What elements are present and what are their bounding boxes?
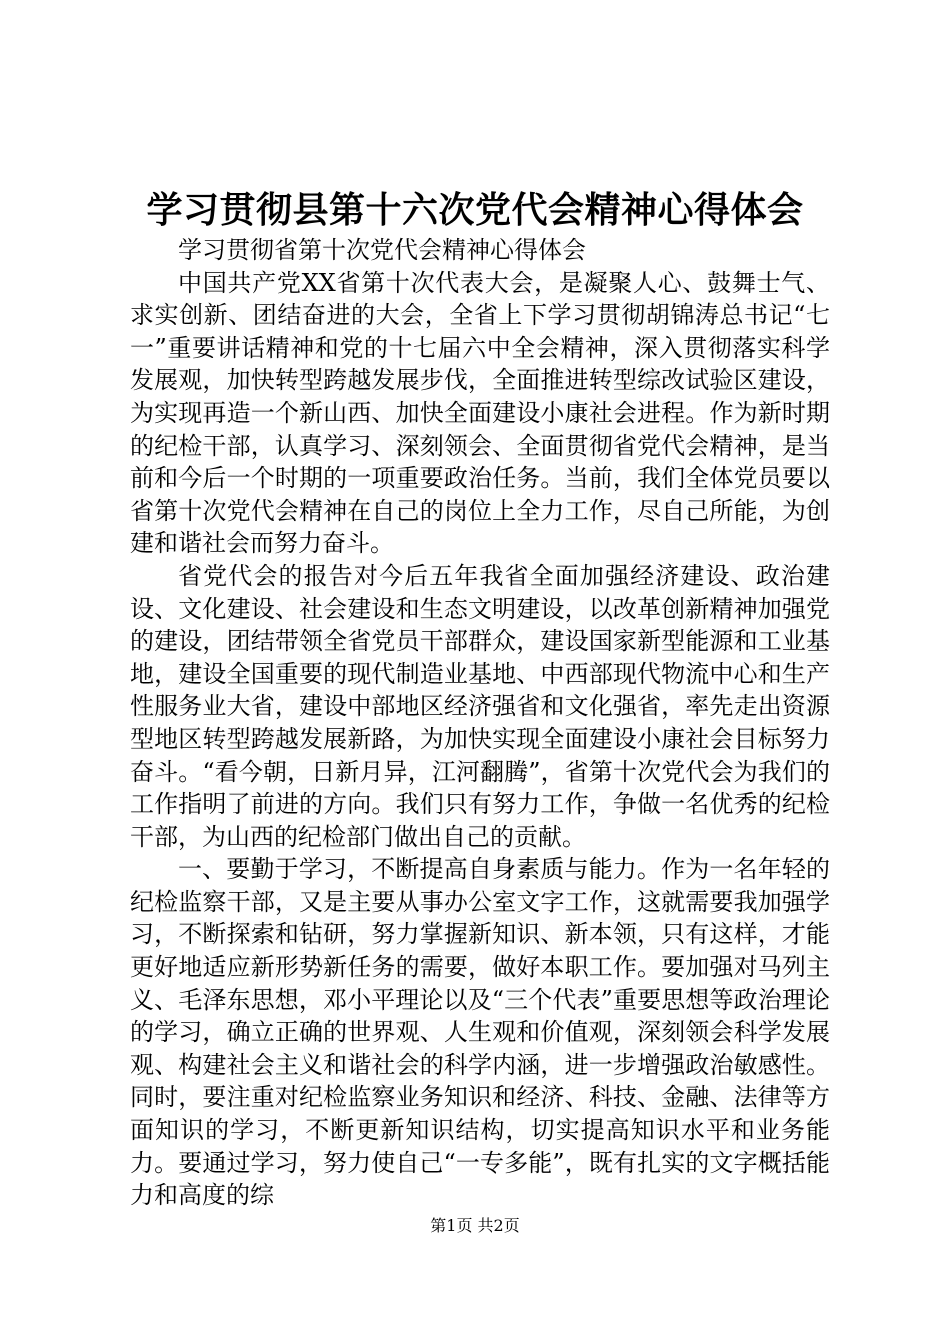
page-footer: 第1页 共2页 xyxy=(430,1216,520,1235)
document-title: 学习贯彻县第十六次党代会精神心得体会 xyxy=(146,189,804,231)
paragraph-report: 省党代会的报告对今后五年我省全面加强经济建设、政治建设、文化建设、社会建设和生态文明建设，以改革创新精神加强党的建设，团结带领全省党员干部群众，建设国家新型能源和工业基地，建设全国重要的现代制造业基地、中西部现代物流中心和生产性服务业大省，建设中部地区经济强省和文化强省，率先走出资源型地区转型跨越发展新路，为加快实现全面建设小康社会目标努力奋斗。“看今朝，日新月异，江河翻腾”，省第十次党代会为我们的工作指明了前进的方向。我们只有努力工作，争做一名优秀的纪检干部，为山西的纪检部门做出自己的贡献。 xyxy=(130,561,830,851)
document-subtitle: 学习贯彻省第十次党代会精神心得体会 xyxy=(178,236,586,264)
paragraph-study: 一、要勤于学习，不断提高自身素质与能力。作为一名年轻的纪检监察干部，又是主要从事办公室文字工作，这就需要我加强学习，不断探索和钻研，努力掌握新知识、新本领，只有这样，才能更好地适应新形势新任务的需要，做好本职工作。要加强对马列主义、毛泽东思想，邓小平理论以及“三个代表”重要思想等政治理论的学习，确立正确的世界观、人生观和价值观，深刻领会科学发展观、构建社会主义和谐社会的科学内涵，进一步增强政治敏感性。同时，要注重对纪检监察业务知识和经济、科技、金融、法律等方面知识的学习，不断更新知识结构，切实提高知识水平和业务能力。要通过学习，努力使自己“一专多能”，既有扎实的文字概括能力和高度的综 xyxy=(130,855,830,1210)
document-body xyxy=(130,234,830,1212)
paragraph-intro: 中国共产党XX省第十次代表大会，是凝聚人心、鼓舞士气、求实创新、团结奋进的大会，全省上下学习贯彻胡锦涛总书记“七一”重要讲话精神和党的十七届六中全会精神，深入贯彻落实科学发展观，加快转型跨越发展步伐，全面推进转型综改试验区建设，为实现再造一个新山西、加快全面建设小康社会进程。作为新时期的纪检干部，认真学习、深刻领会、全面贯彻省党代会精神，是当前和今后一个时期的一项重要政治任务。当前，我们全体党员要以省第十次党代会精神在自己的岗位上全力工作，尽自己所能，为创建和谐社会而努力奋斗。 xyxy=(130,268,830,558)
